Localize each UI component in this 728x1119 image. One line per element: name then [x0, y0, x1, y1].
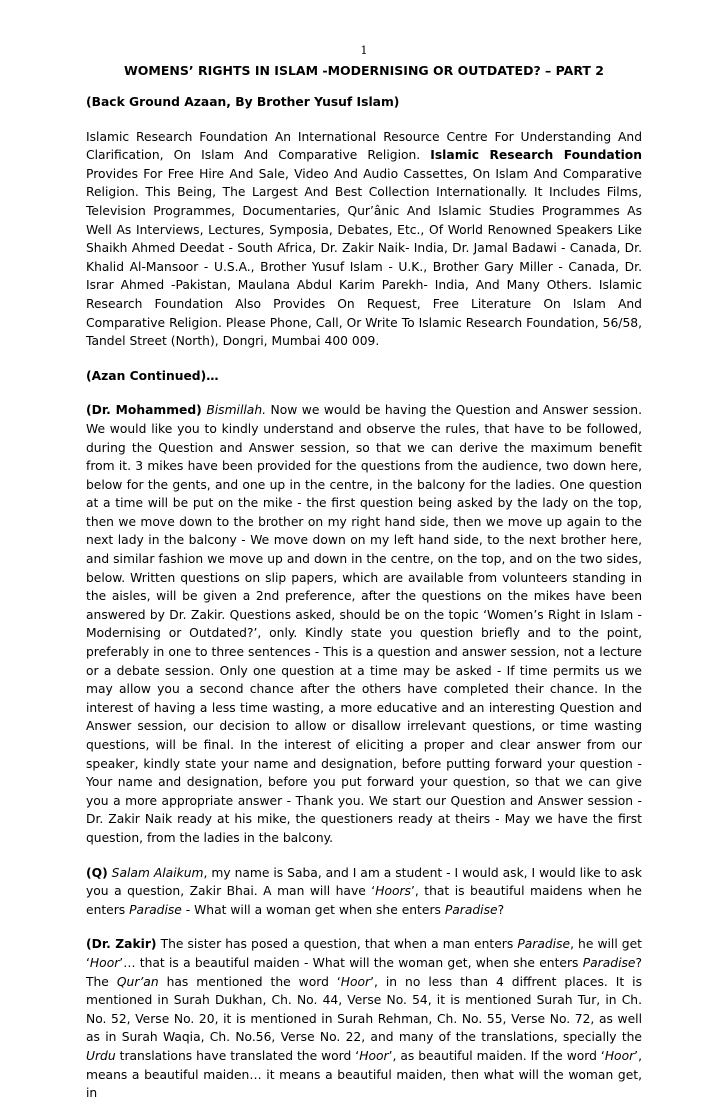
document-body: [86, 93, 642, 1119]
paragraph-irf-intro: Islamic Research Foundation An International Resource Centre For Understanding And Clarification, On Islam And Comparative Religion. Islamic Research Foundation Provides For Free Hire And Sale, Video And Audio Cassettes, On Islam And Comparative Religion. This Being, The Largest And Best Collection Internationally. It Includes Films, Television Programmes, Documentaries, Qur’ânic And Islamic Studies Programmes As Well As Interviews, Lectures, Symposia, Debates, Etc., Of World Renowned Speakers Like Shaikh Ahmed Deedat - South Africa, Dr. Zakir Naik- India, Dr. Jamal Badawi - Canada, Dr. Khalid Al-Mansoor - U.S.A., Brother Yusuf Islam - U.K., Brother Gary Miller - Canada, Dr. Israr Ahmed -Pakistan, Maulana Abdul Karim Parekh- India, And Many Others. Islamic Research Foundation Also Provides On Request, Free Literature On Islam And Comparative Religion. Please Phone, Call, Or Write To Islamic Research Foundation, 56/58, Tandel Street (North), Dongri, Mumbai 400 009.: [86, 129, 643, 349]
document-title: WOMENS’ RIGHTS IN ISLAM -MODERNISING OR OUTDATED? – PART 2: [124, 63, 604, 78]
paragraph-dr-zakir-answer: (Dr. Zakir) The sister has posed a question, that when a man enters Paradise, he will get ‘Hoor’… that is a beautiful maiden - What will the woman get, when she enters Paradise? The Qur’an has mentioned the word ‘Hoor’, in no less than 4 diffrent places. It is mentioned in Surah Dukhan, Ch. No. 44, Verse No. 54, it is mentioned Surah Tur, in Ch. No. 52, Verse No. 20, it is mentioned in Surah Rehman, Ch. No. 55, Verse No. 72, as well as in Surah Waqia, Ch. No.56, Verse No. 22, and many of the translations, specially the Urdu translations have translated the word ‘Hoor’, as beautiful maiden. If the word ‘Hoor’, means a beautiful maiden… it means a beautiful maiden, then what will the woman get, in: [86, 937, 643, 1101]
paragraph-azaan-note: (Back Ground Azaan, By Brother Yusuf Islam): [86, 95, 400, 109]
paragraph-question: (Q) Salam Alaikum, my name is Saba, and I am a student - I would ask, I would like to ask you a question, Zakir Bhai. A man will have ‘Hoors’, that is beautiful maidens when he enters Paradise - What will a woman get when she enters Paradise?: [86, 865, 642, 917]
paragraph-dr-mohammed: (Dr. Mohammed) Bismillah. Now we would be having the Question and Answer session. We would like you to kindly understand and observe the rules, that have to be followed, during the Question and Answer session, so that we can derive the maximum benefit from it. 3 mikes have been provided for the questions from the audience, two down here, below for the gents, and one up in the centre, in the balcony for the ladies. One question at a time will be put on the mike - the first question being asked by the lady on the top, then we move down to the brother on my right hand side, then we move up again to the next lady in the balcony - We move down on my left hand side, to the next brother here, and similar fashion we move up and down in the centre, on the top, and on the two sides, below. Written questions on slip papers, which are available from volunteers standing in the aisles, will be given a 2nd preference, after the questions on the mikes have been answered by Dr. Zakir. Questions asked, should be on the topic ‘Women’s Right in Islam - Modernising or Outdated?’, only. Kindly state you question briefly and to the point, preferably in one to three sentences - This is a question and answer session, not a lecture or a debate session. Only one question at a time may be asked - If time permits us we may allow you a second chance after the others have completed their chance. In the interest of having a less time wasting, a more educative and an interesting Question and Answer session, our decision to allow or disallow irrelevant questions, or time wasting questions, will be final. In the interest of eliciting a proper and clear answer from our speaker, kindly state your name and designation, before putting forward your question - Your name and designation, before you put forward your question, so that we can give you a more appropriate answer - Thank you. We start our Question and Answer session - Dr. Zakir Naik ready at his mike, the questioners ready at theirs - May we have the first question, from the ladies in the balcony.: [86, 403, 642, 845]
paragraph-azan-continued: (Azan Continued)…: [86, 368, 219, 383]
page-number: 1: [360, 44, 368, 57]
